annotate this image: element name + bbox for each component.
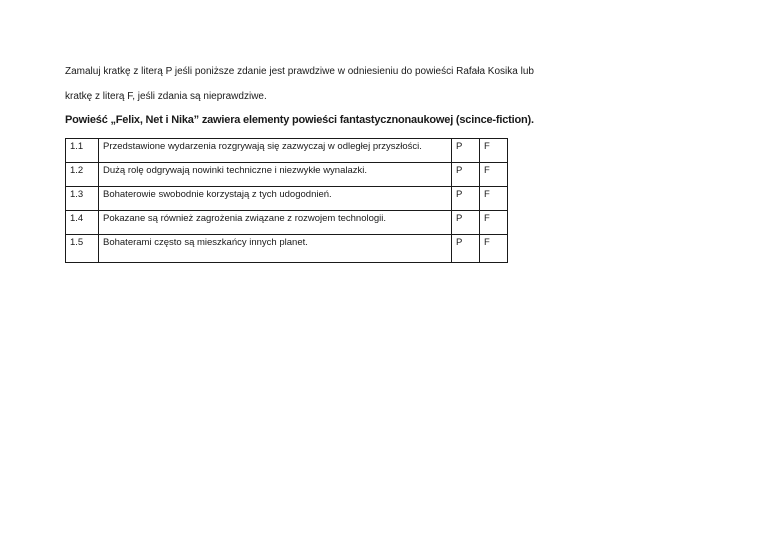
question-heading: Powieść „Felix, Net i Nika” zawiera elementy powieści fantastycznonaukowej (scince-fiction). <box>65 114 534 126</box>
table-row <box>66 187 508 211</box>
false-box[interactable]: F <box>480 139 508 163</box>
statement-number: 1.1 <box>66 139 99 163</box>
statement-number: 1.3 <box>66 187 99 211</box>
statement-text: Bohaterami często są mieszkańcy innych planet. <box>99 235 452 263</box>
table-row <box>66 163 508 187</box>
table-row <box>66 139 508 163</box>
instruction-line-1: Zamaluj kratkę z literą P jeśli poniższe zdanie jest prawdziwe w odniesieniu do powieści Rafała Kosika lub <box>65 66 534 77</box>
true-box[interactable]: P <box>452 163 480 187</box>
false-box[interactable]: F <box>480 235 508 263</box>
statement-text: Dużą rolę odgrywają nowinki techniczne i niezwykłe wynalazki. <box>99 163 452 187</box>
false-box[interactable]: F <box>480 187 508 211</box>
table-row <box>66 235 508 263</box>
false-box[interactable]: F <box>480 211 508 235</box>
statement-number: 1.4 <box>66 211 99 235</box>
true-box[interactable]: P <box>452 187 480 211</box>
statement-text: Pokazane są również zagrożenia związane z rozwojem technologii. <box>99 211 452 235</box>
true-box[interactable]: P <box>452 235 480 263</box>
table-row <box>66 211 508 235</box>
statement-number: 1.2 <box>66 163 99 187</box>
true-box[interactable]: P <box>452 139 480 163</box>
statement-text: Bohaterowie swobodnie korzystają z tych udogodnień. <box>99 187 452 211</box>
true-box[interactable]: P <box>452 211 480 235</box>
true-false-table <box>65 138 508 263</box>
instruction-line-2: kratkę z literą F, jeśli zdania są nieprawdziwe. <box>65 91 267 102</box>
statement-number: 1.5 <box>66 235 99 263</box>
statement-text: Przedstawione wydarzenia rozgrywają się zazwyczaj w odległej przyszłości. <box>99 139 452 163</box>
false-box[interactable]: F <box>480 163 508 187</box>
